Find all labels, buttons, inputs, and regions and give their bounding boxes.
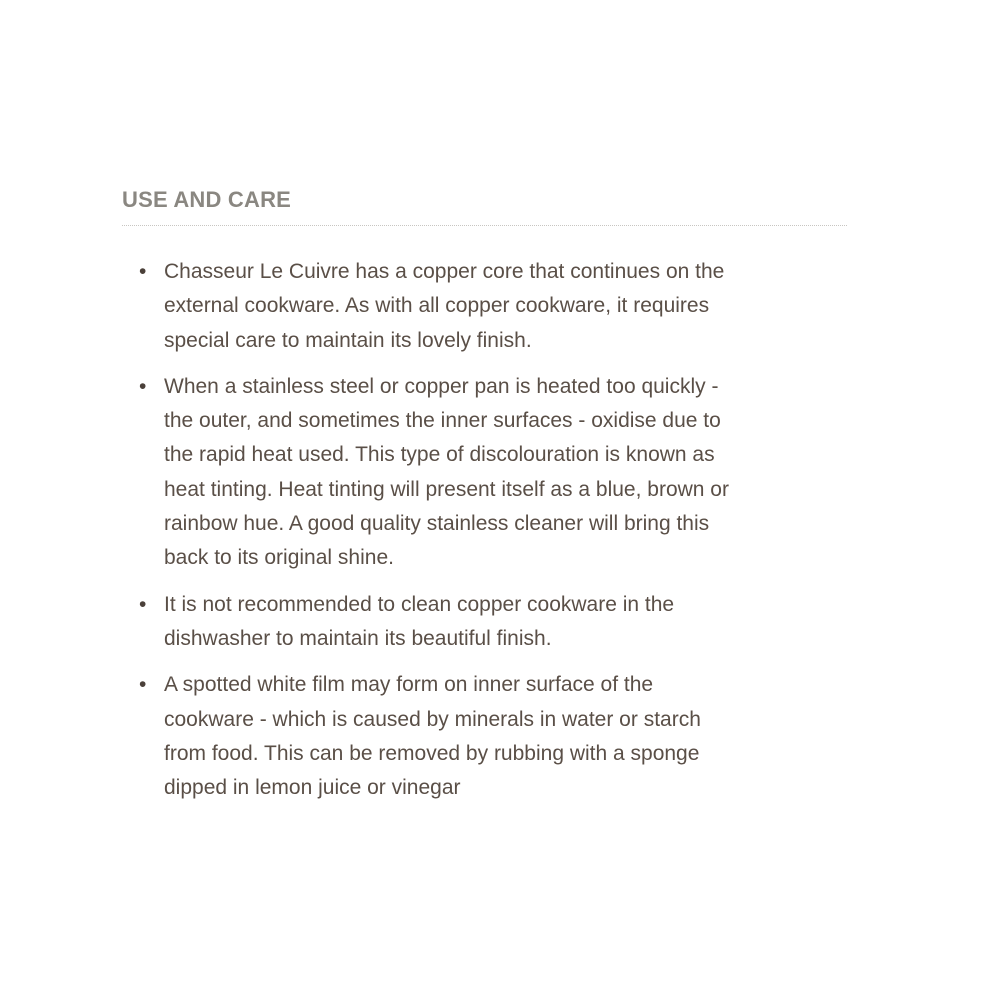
list-item-line: from food. This can be removed by rubbing with a sponge xyxy=(164,741,700,765)
list-item-line: When a stainless steel or copper pan is heated too quickly - xyxy=(164,374,719,398)
use-and-care-section xyxy=(122,182,847,817)
list-item-line: Chasseur Le Cuivre has a copper core that continues on the xyxy=(164,260,725,283)
bullet-icon: • xyxy=(139,592,147,616)
bullet-icon: • xyxy=(139,673,147,697)
list-item-line: heat tinting. Heat tinting will present itself as a blue, brown or xyxy=(164,477,729,501)
list-item-line: dipped in lemon juice or vinegar xyxy=(164,776,461,800)
list-item-line: the rapid heat used. This type of discolouration is known as xyxy=(164,443,715,467)
list-item-line: the outer, and sometimes the inner surfaces - oxidise due to xyxy=(164,409,721,433)
list-item-line: A spotted white film may form on inner surface of the xyxy=(164,673,654,697)
list-item-line: external cookware. As with all copper cookware, it requires xyxy=(164,294,710,318)
list-item-line: dishwasher to maintain its beautiful finish. xyxy=(164,626,552,650)
list-item xyxy=(122,370,847,576)
care-list xyxy=(122,255,847,805)
bullet-icon: • xyxy=(139,260,147,283)
list-item xyxy=(122,668,847,805)
section-heading: USE AND CARE xyxy=(122,187,292,212)
bullet-icon: • xyxy=(139,374,147,398)
list-item-line: It is not recommended to clean copper cookware in the xyxy=(164,592,675,616)
list-item-line: rainbow hue. A good quality stainless cleaner will bring this xyxy=(164,512,710,536)
list-item-line: back to its original shine. xyxy=(164,546,394,570)
dotted-divider xyxy=(122,225,847,226)
list-item xyxy=(122,255,847,358)
list-item-line: special care to maintain its lovely finish. xyxy=(164,328,532,352)
list-item xyxy=(122,588,847,657)
list-item-line: cookware - which is caused by minerals in water or starch xyxy=(164,707,701,731)
